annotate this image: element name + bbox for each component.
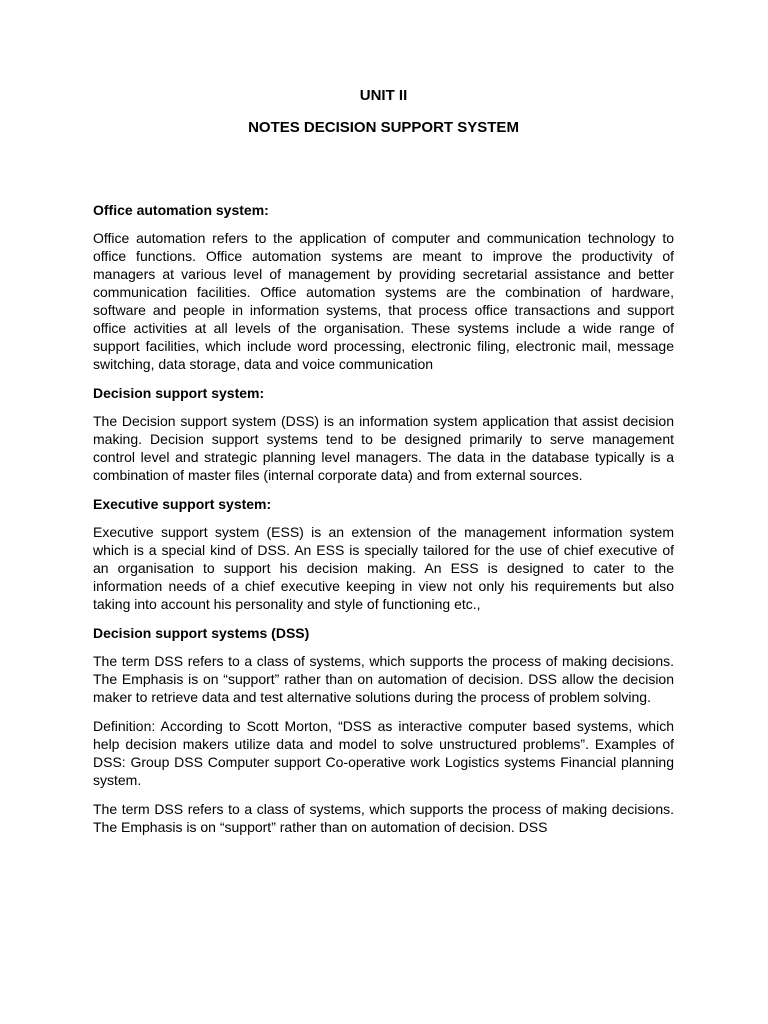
document-page: [93, 86, 674, 847]
section-office-automation: [93, 201, 674, 373]
section-executive-support: [93, 495, 674, 613]
section-body: Executive support system (ESS) is an extension of the management information system which is a special kind of DSS. An ESS is specially tailored for the use of chief executive of an organisation to support his decision making. An ESS is designed to cater to the information needs of a chief executive keeping in view not only his requirements but also taking into account his personality and style of functioning etc.,: [93, 524, 674, 612]
section-decision-support: [93, 384, 674, 484]
dss-paragraph: The term DSS refers to a class of systems, which supports the process of making decisions. The Emphasis is on “support” rather than on automation of decision. DSS: [93, 801, 674, 835]
section-heading: Decision support system:: [93, 385, 265, 401]
section-body: The term DSS refers to a class of systems, which supports the process of making decisions. The Emphasis is on “support” rather than on automation of decision. DSS allow the decision maker to retrieve data and test alternative solutions during the process of problem solving.: [93, 653, 674, 705]
section-body: The Decision support system (DSS) is an information system application that assist decision making. Decision support systems tend to be designed primarily to serve management control level and strategic planning level managers. The data in the database typically is a combination of master files (internal corporate data) and from external sources.: [93, 413, 674, 483]
section-body: Office automation refers to the application of computer and communication technology to office functions. Office automation systems are meant to improve the productivity of managers at various level of management by providing secretarial assistance and better communication facilities. Office automation systems are the combination of hardware, software and people in information systems, that process office transactions and support office activities at all levels of the organisation. These systems include a wide range of support facilities, which include word processing, electronic filing, electronic mail, message switching, data storage, data and voice communication: [93, 230, 674, 372]
unit-title: UNIT II: [359, 87, 408, 104]
section-heading: Office automation system:: [93, 202, 269, 218]
section-heading: Executive support system:: [93, 496, 272, 512]
section-dss: [93, 624, 674, 706]
definition-paragraph: Definition: According to Scott Morton, “DSS as interactive computer based systems, which help decision makers utilize data and model to solve unstructured problems”. Examples of DSS: Group DSS Computer support Co-operative work Logistics systems Financial planning system.: [93, 718, 674, 788]
section-heading: Decision support systems (DSS): [93, 625, 310, 641]
document-title: NOTES DECISION SUPPORT SYSTEM: [248, 119, 519, 136]
